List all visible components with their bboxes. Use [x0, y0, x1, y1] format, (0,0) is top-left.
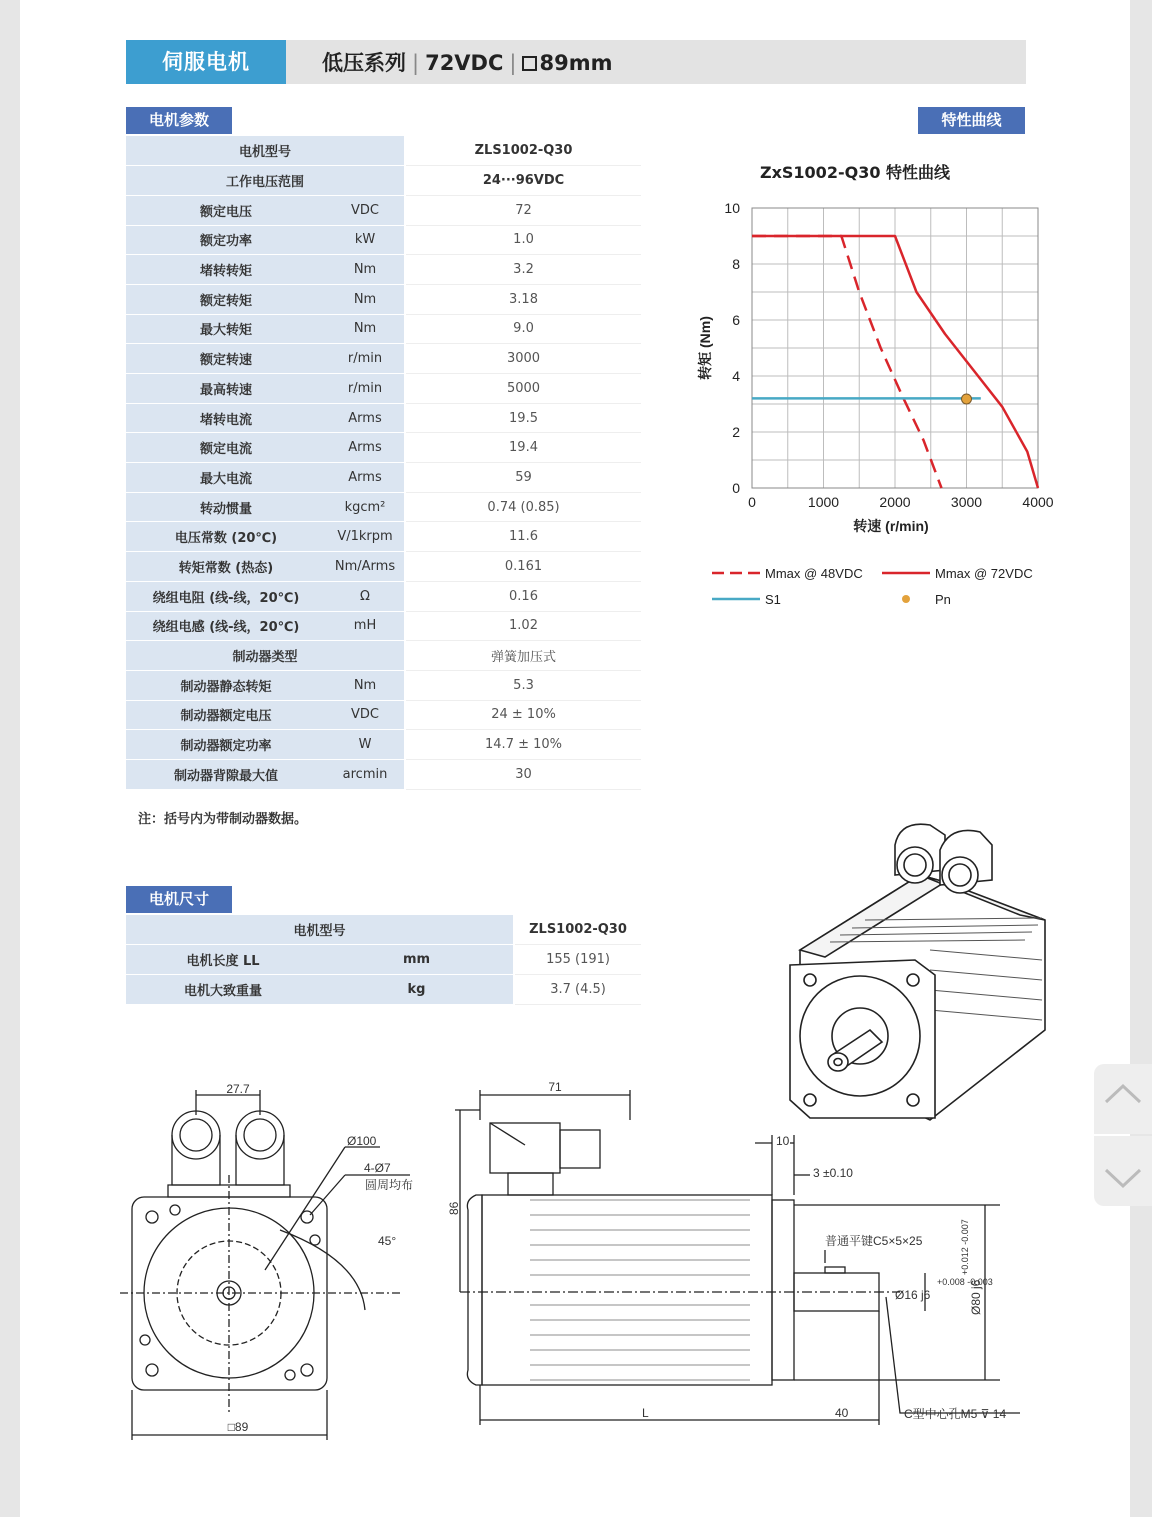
- dim-side-40: 40: [835, 1406, 849, 1420]
- param-label: 工作电压范围: [126, 166, 405, 196]
- param-unit: Nm: [326, 670, 405, 700]
- dims-label: 电机大致重量: [126, 974, 320, 1004]
- param-label: 转矩常数 (热态): [126, 552, 326, 582]
- param-value: 11.6: [405, 522, 641, 552]
- y-tick-label: 10: [724, 200, 740, 216]
- x-tick-label: 0: [748, 494, 756, 510]
- dims-unit: kg: [320, 974, 514, 1004]
- table-row: [126, 552, 641, 582]
- param-label: 额定转矩: [126, 284, 326, 314]
- param-unit: kW: [326, 225, 405, 255]
- chart-title: ZxS1002-Q30 特性曲线: [759, 163, 951, 182]
- param-label: 绕组电阻 (线-线，20℃): [126, 581, 326, 611]
- dims-label: 电机长度 LL: [126, 945, 320, 975]
- section-tag-dims: 电机尺寸: [126, 886, 232, 913]
- dim-side-3: 3 ±0.10: [813, 1166, 853, 1180]
- front-view-drawing: [110, 1075, 430, 1445]
- table-row: [126, 284, 641, 314]
- dims-model-value: ZLS1002-Q30: [514, 915, 641, 945]
- dim-side-d80: Ø80 j6: [969, 1279, 983, 1315]
- y-axis-label: 转矩 (Nm): [697, 316, 713, 380]
- table-row: [126, 195, 641, 225]
- table-row: [126, 700, 641, 730]
- param-value: 3.2: [405, 255, 641, 285]
- param-unit: VDC: [326, 195, 405, 225]
- param-label: 制动器静态转矩: [126, 670, 326, 700]
- dim-side-d16: Ø16 j6: [895, 1288, 931, 1302]
- param-label: 额定电流: [126, 433, 326, 463]
- param-label: 电压常数 (20℃): [126, 522, 326, 552]
- param-value: 0.74 (0.85): [405, 492, 641, 522]
- y-tick-label: 0: [732, 480, 740, 496]
- param-value: 72: [405, 195, 641, 225]
- datasheet-page: [20, 0, 1130, 1517]
- table-row: [126, 915, 641, 945]
- param-value: 19.5: [405, 403, 641, 433]
- param-value: 14.7 ± 10%: [405, 730, 641, 760]
- param-value: 30: [405, 759, 641, 789]
- param-label: 最高转速: [126, 374, 326, 404]
- model-value: ZLS1002-Q30: [405, 136, 641, 166]
- dim-side-d16-tol: +0.008 -0.003: [937, 1277, 993, 1287]
- dims-table: [126, 915, 641, 1005]
- table-row: [126, 166, 641, 196]
- y-tick-label: 2: [732, 424, 740, 440]
- table-row: [126, 314, 641, 344]
- param-label: 制动器背隙最大值: [126, 759, 326, 789]
- x-tick-label: 2000: [879, 494, 911, 510]
- param-label: 额定功率: [126, 225, 326, 255]
- param-unit: kgcm²: [326, 492, 405, 522]
- chevron-up-icon: [1094, 1064, 1152, 1134]
- param-label: 最大电流: [126, 463, 326, 493]
- param-unit: Nm: [326, 314, 405, 344]
- param-value: 9.0: [405, 314, 641, 344]
- param-unit: V/1krpm: [326, 522, 405, 552]
- header-voltage: 72VDC: [425, 51, 504, 75]
- dim-side-key: 普通平键C5×5×25: [825, 1234, 923, 1248]
- param-label: 额定电压: [126, 195, 326, 225]
- y-tick-label: 8: [732, 256, 740, 272]
- chevron-down-icon: [1094, 1136, 1152, 1206]
- dim-side-L: L: [642, 1406, 649, 1420]
- table-row: [126, 522, 641, 552]
- square-icon: [522, 56, 537, 71]
- side-connector: [490, 1123, 560, 1173]
- param-unit: Nm: [326, 255, 405, 285]
- param-label: 转动惯量: [126, 492, 326, 522]
- side-body-outline: [482, 1195, 772, 1385]
- header-title: 低压系列 | 72VDC | 89mm: [322, 51, 613, 75]
- param-unit: Arms: [326, 463, 405, 493]
- x-tick-label: 1000: [807, 494, 840, 510]
- table-row: [126, 641, 641, 671]
- table-row: [126, 344, 641, 374]
- side-view-drawing: [420, 1075, 1020, 1445]
- x-axis-label: 转速 (r/min): [853, 518, 929, 534]
- header-series: 低压系列: [322, 51, 406, 75]
- y-tick-label: 6: [732, 312, 740, 328]
- param-value: 0.16: [405, 581, 641, 611]
- param-label: 制动器额定功率: [126, 730, 326, 760]
- param-unit: Nm/Arms: [326, 552, 405, 582]
- param-unit: Arms: [326, 433, 405, 463]
- table-note: 注：括号内为带制动器数据。: [138, 812, 308, 827]
- legend-label: S1: [765, 592, 781, 607]
- param-value: 59: [405, 463, 641, 493]
- param-label: 制动器类型: [126, 641, 405, 671]
- table-row: [126, 611, 641, 641]
- dim-front-89: □89: [227, 1420, 249, 1434]
- dims-value: 3.7 (4.5): [514, 974, 641, 1004]
- param-value: 19.4: [405, 433, 641, 463]
- characteristic-chart: [660, 190, 1060, 620]
- param-unit: W: [326, 730, 405, 760]
- dim-side-10: 10: [776, 1134, 790, 1148]
- dims-value: 155 (191): [514, 945, 641, 975]
- param-value: 3000: [405, 344, 641, 374]
- param-value: 5000: [405, 374, 641, 404]
- dims-unit: mm: [320, 945, 514, 975]
- table-row: [126, 136, 641, 166]
- params-table: [126, 136, 641, 790]
- param-unit: mH: [326, 611, 405, 641]
- scroll-up-button[interactable]: [1094, 1064, 1152, 1134]
- param-unit: Arms: [326, 403, 405, 433]
- scroll-down-button[interactable]: [1094, 1136, 1152, 1206]
- dim-side-86: 86: [447, 1201, 461, 1215]
- point-pn: [962, 394, 972, 404]
- series-line-0: [752, 236, 941, 488]
- table-row: [126, 255, 641, 285]
- dim-side-71: 71: [548, 1080, 562, 1094]
- connector-2: [940, 830, 992, 893]
- param-label: 最大转矩: [126, 314, 326, 344]
- table-row: [126, 670, 641, 700]
- param-value: 5.3: [405, 670, 641, 700]
- dim-side-center-hole: C型中心孔M5 ⊽ 14: [904, 1407, 1007, 1421]
- param-unit: VDC: [326, 700, 405, 730]
- dim-side-d80-tol: +0.012 -0.007: [960, 1219, 970, 1275]
- param-unit: r/min: [326, 374, 405, 404]
- page-header: [126, 40, 1026, 84]
- connector-1: [895, 824, 945, 883]
- param-label: 堵转电流: [126, 403, 326, 433]
- legend-label: Mmax @ 48VDC: [765, 566, 863, 581]
- param-value: 0.161: [405, 552, 641, 582]
- legend-swatch: [902, 595, 910, 603]
- table-row: [126, 730, 641, 760]
- table-row: [126, 374, 641, 404]
- table-row: [126, 974, 641, 1004]
- dim-front-d100: Ø100: [347, 1134, 377, 1148]
- header-tag: 伺服电机: [126, 40, 286, 84]
- section-tag-params: 电机参数: [126, 107, 232, 134]
- table-row: [126, 403, 641, 433]
- legend-label: Mmax @ 72VDC: [935, 566, 1033, 581]
- param-label: 堵转转矩: [126, 255, 326, 285]
- param-value: 1.0: [405, 225, 641, 255]
- param-label: 绕组电感 (线-线，20℃): [126, 611, 326, 641]
- table-row: [126, 492, 641, 522]
- table-row: [126, 945, 641, 975]
- table-row: [126, 433, 641, 463]
- param-value: 1.02: [405, 611, 641, 641]
- table-row: [126, 463, 641, 493]
- dim-front-45deg: 45°: [378, 1234, 397, 1248]
- param-label: 额定转速: [126, 344, 326, 374]
- x-tick-label: 4000: [1022, 494, 1054, 510]
- param-unit: Ω: [326, 581, 405, 611]
- section-tag-curve: 特性曲线: [918, 107, 1025, 134]
- model-label: 电机型号: [126, 136, 405, 166]
- param-unit: Nm: [326, 284, 405, 314]
- x-tick-label: 3000: [950, 494, 983, 510]
- param-value: 24···96VDC: [405, 166, 641, 196]
- dim-front-27-7: 27.7: [226, 1082, 250, 1096]
- legend-label: Pn: [935, 592, 951, 607]
- header-size: 89mm: [539, 51, 613, 75]
- param-unit: arcmin: [326, 759, 405, 789]
- param-value: 24 ± 10%: [405, 700, 641, 730]
- table-row: [126, 759, 641, 789]
- table-row: [126, 581, 641, 611]
- dim-front-circle-distribution: 圆周均布: [365, 1178, 414, 1192]
- table-row: [126, 225, 641, 255]
- param-unit: r/min: [326, 344, 405, 374]
- dims-model-label: 电机型号: [126, 915, 514, 945]
- param-value: 弹簧加压式: [405, 641, 641, 671]
- param-label: 制动器额定电压: [126, 700, 326, 730]
- param-value: 3.18: [405, 284, 641, 314]
- dim-front-4d7: 4-Ø7: [364, 1161, 391, 1175]
- y-tick-label: 4: [732, 368, 740, 384]
